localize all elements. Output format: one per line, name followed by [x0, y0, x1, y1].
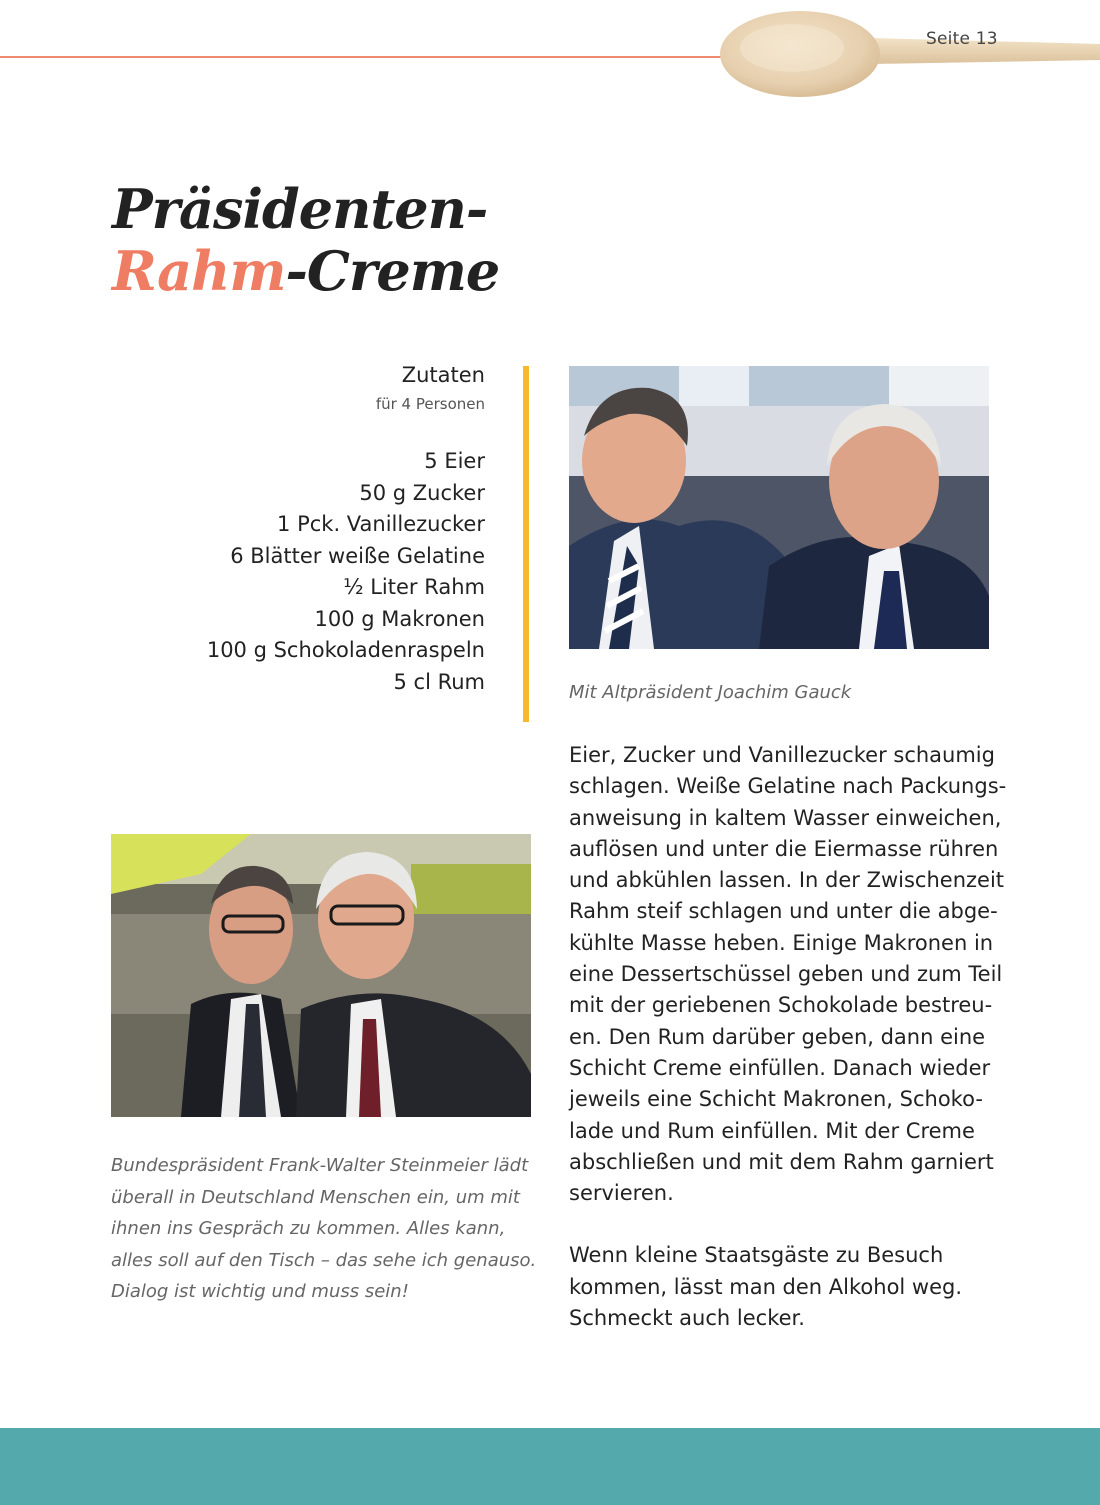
caption-line: überall in Deutschland Menschen ein, um mit: [111, 1186, 520, 1208]
instruction-line: schlagen. Weiße Gelatine nach Packungs-: [569, 774, 1007, 799]
ingredient-list: [180, 446, 485, 698]
ingredient-item: 100 g Schokoladenraspeln: [206, 638, 485, 662]
recipe-title: [112, 178, 499, 302]
header-rule: [0, 56, 760, 58]
title-rest: -Creme: [285, 239, 500, 303]
ingredient-item: 5 Eier: [424, 449, 485, 473]
instruction-line: auflösen und unter die Eiermasse rühren: [569, 836, 999, 861]
preparation-text: [569, 740, 1007, 1334]
instruction-line: abschließen und mit dem Rahm garniert: [569, 1149, 994, 1174]
ingredient-item: 1 Pck. Vanillezucker: [277, 512, 485, 536]
title-line-2: [112, 240, 499, 302]
ingredient-item: 100 g Makronen: [314, 606, 485, 631]
instruction-line: kommen, lässt man den Alkohol weg.: [569, 1274, 963, 1299]
ingredient-divider: [523, 366, 529, 722]
ingredient-item: ½ Liter Rahm: [343, 575, 485, 599]
caption-line: ihnen ins Gespräch zu kommen. Alles kann,: [111, 1218, 506, 1239]
photo-steinmeier: [111, 834, 531, 1117]
caption-line: Dialog ist wichtig und muss sein!: [111, 1281, 409, 1302]
instruction-line: Wenn kleine Staatsgäste zu Besuch: [569, 1243, 944, 1268]
footer-band: [0, 1428, 1100, 1505]
title-accent-word: Rahm: [112, 239, 286, 303]
photo-caption-steinmeier: [111, 1150, 537, 1308]
instruction-line: jeweils eine Schicht Makronen, Schoko-: [569, 1087, 983, 1112]
servings-note: für 4 Personen: [375, 395, 485, 413]
ingredients-block: [180, 360, 485, 698]
caption-line: alles soll auf den Tisch – das sehe ich genauso.: [111, 1249, 537, 1271]
instruction-line: Schicht Creme einfüllen. Danach wieder: [569, 1055, 991, 1080]
wooden-spoon-icon: [712, 4, 1100, 104]
page-number: Seite 13: [926, 29, 998, 49]
instruction-line: Eier, Zucker und Vanillezucker schaumig: [569, 743, 995, 767]
instruction-line: en. Den Rum darüber geben, dann eine: [569, 1024, 986, 1049]
instruction-line: eine Dessertschüssel geben und zum Teil: [569, 962, 1003, 987]
ingredient-item: 6 Blätter weiße Gelatine: [230, 543, 485, 568]
instruction-line: lade und Rum einfüllen. Mit der Creme: [569, 1118, 975, 1143]
ingredients-heading: Zutaten: [401, 363, 485, 387]
photo-gauck: [569, 366, 989, 649]
photo-caption-gauck: Mit Altpräsident Joachim Gauck: [569, 682, 852, 703]
instruction-line: Schmeckt auch lecker.: [569, 1306, 805, 1331]
instruction-line: und abkühlen lassen. In der Zwischenzeit: [569, 868, 1005, 893]
instruction-line: anweisung in kaltem Wasser einweichen,: [569, 805, 1002, 830]
instruction-line: mit der geriebenen Schokolade bestreu-: [569, 993, 993, 1018]
title-line-1: Präsidenten-: [112, 177, 488, 241]
caption-line: Bundespräsident Frank-Walter Steinmeier lädt: [111, 1155, 529, 1176]
ingredient-item: 5 cl Rum: [393, 669, 485, 694]
instruction-line: Rahm steif schlagen und unter die abge-: [569, 899, 998, 924]
paragraph-spacer: [569, 1209, 999, 1240]
instruction-line: servieren.: [569, 1181, 674, 1206]
instruction-line: kühlte Masse heben. Einige Makronen in: [569, 930, 994, 955]
ingredient-item: 50 g Zucker: [359, 480, 485, 505]
